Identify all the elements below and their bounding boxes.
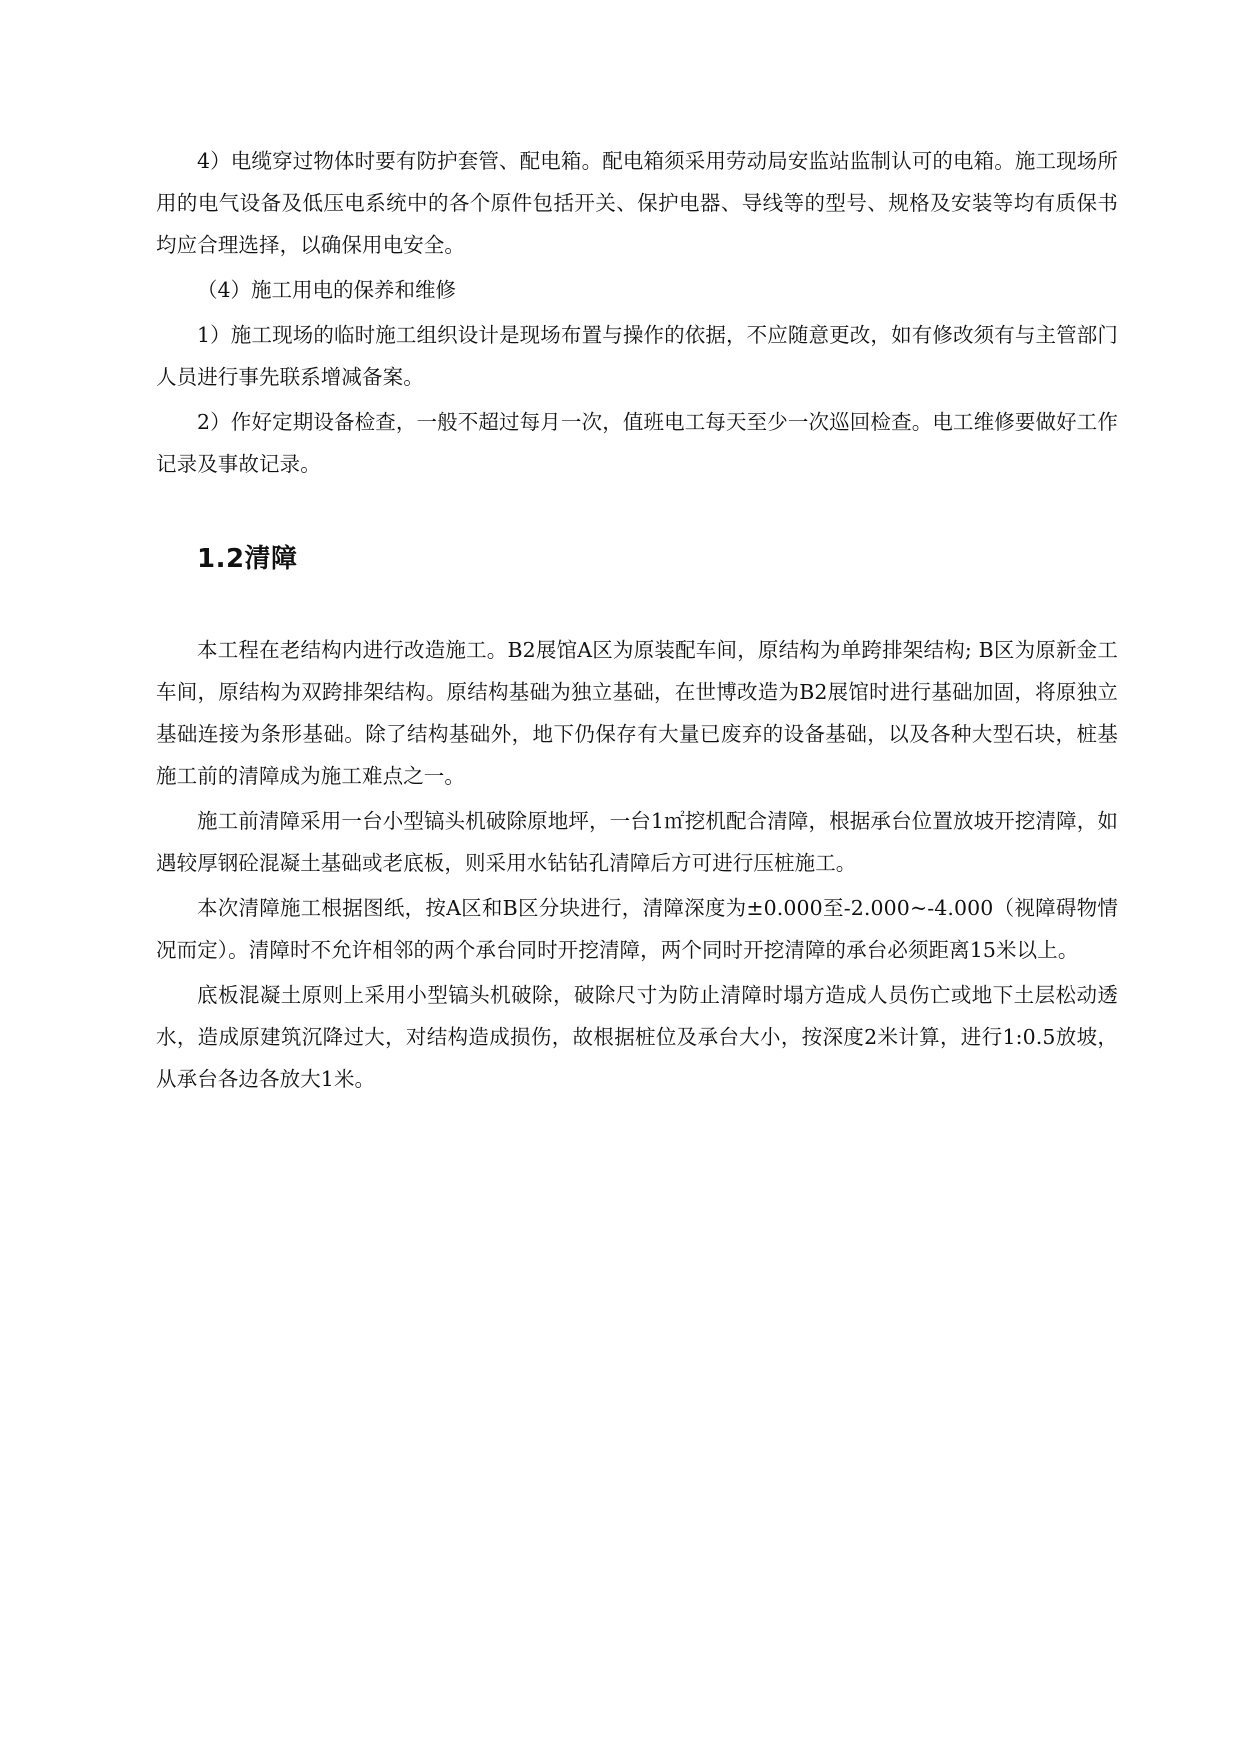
page-content <box>156 140 1118 1103</box>
paragraph-clearing-depth: 本次清障施工根据图纸，按A区和B区分块进行，清障深度为±0.000至-2.000~-4.000（视障碍物情况而定）。清障时不允许相邻的两个承台同时开挖清障，两个同时开挖清障的承台必须距离15米以上。 <box>156 896 1118 962</box>
subheading-maintenance: （4）施工用电的保养和维修 <box>197 278 457 302</box>
paragraph-cable-protection: 4）电缆穿过物体时要有防护套管、配电箱。配电箱须采用劳动局安监站监制认可的电箱。施工现场所用的电气设备及低压电系统中的各个原件包括开关、保护电器、导线等的型号、规格及安装等均有质保书均应合理选择，以确保用电安全。 <box>156 149 1118 257</box>
section-heading: 1.2清障 <box>197 544 298 574</box>
paragraph-project-overview: 本工程在老结构内进行改造施工。B2展馆A区为原装配车间，原结构为单跨排架结构; B区为原新金工车间，原结构为双跨排架结构。原结构基础为独立基础，在世博改造为B2展馆时进行基础加固，将原独立基础连接为条形基础。除了结构基础外，地下仍保存有大量已废弃的设备基础，以及各种大型石块，桩基施工前的清障成为施工难点之一。 <box>156 638 1118 788</box>
paragraph-clearing-method: 施工前清障采用一台小型镐头机破除原地坪，一台1㎡挖机配合清障，根据承台位置放坡开挖清障，如遇较厚钢砼混凝土基础或老底板，则采用水钻钻孔清障后方可进行压桩施工。 <box>156 809 1118 875</box>
paragraph-design-basis: 1）施工现场的临时施工组织设计是现场布置与操作的依据，不应随意更改，如有修改须有与主管部门人员进行事先联系增减备案。 <box>156 323 1118 389</box>
paragraph-inspection: 2）作好定期设备检查，一般不超过每月一次，值班电工每天至少一次巡回检查。电工维修要做好工作记录及事故记录。 <box>156 410 1118 476</box>
paragraph-slab-removal: 底板混凝土原则上采用小型镐头机破除，破除尺寸为防止清障时塌方造成人员伤亡或地下土层松动透水，造成原建筑沉降过大，对结构造成损伤，故根据桩位及承台大小，按深度2米计算，进行1:0.5放坡，从承台各边各放大1米。 <box>156 983 1118 1091</box>
